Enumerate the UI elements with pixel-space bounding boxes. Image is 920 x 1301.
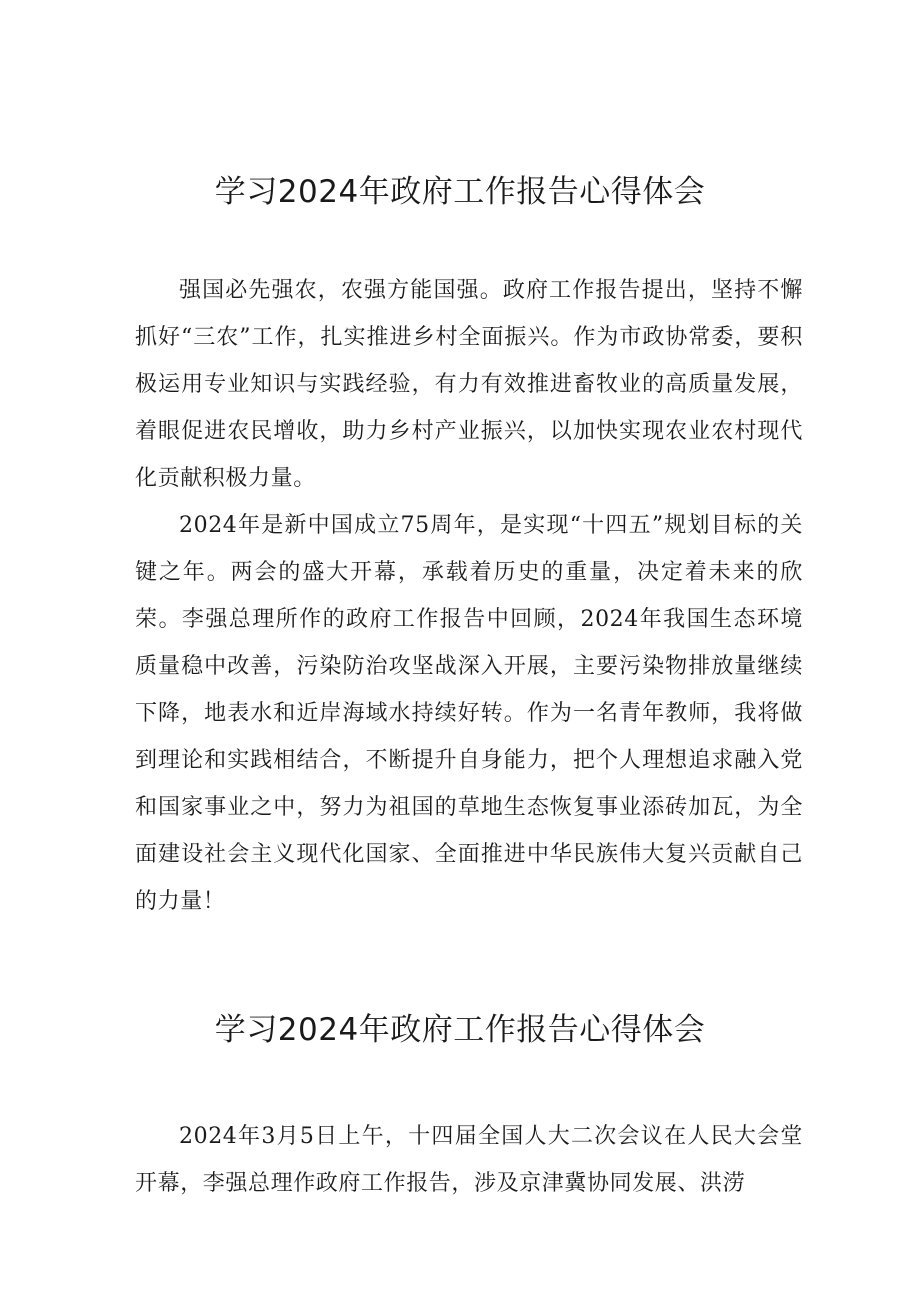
section-2-title: 学习2024年政府工作报告心得体会 xyxy=(214,1012,706,1048)
section-1-paragraph-2: 2024年是新中国成立75周年，是实现“十四五”规划目标的关键之年。两会的盛大开幕，承载着历史的重量，决定着未来的欣荣。李强总理所作的政府工作报告中回顾，2024年我国生态环境质量稳中改善，污染防治攻坚战深入开展，主要污染物排放量继续下降，地表水和近岸海域水持续好转。作为一名青年教师，我将做到理论和实践相结合，不断提升自身能力，把个人理想追求融入党和国家事业之中，努力为祖国的草地生态恢复事业添砖加瓦，为全面建设社会主义现代化国家、全面推进中华民族伟大复兴贡献自己的力量！ xyxy=(135,513,803,914)
section-2-paragraph-1: 2024年3月5日上午，十四届全国人大二次会议在人民大会堂开幕，李强总理作政府工作报告，涉及京津冀协同发展、洪涝 xyxy=(135,1124,803,1196)
section-1-title: 学习2024年政府工作报告心得体会 xyxy=(214,174,706,210)
section-1-paragraph-1: 强国必先强农，农强方能国强。政府工作报告提出，坚持不懈抓好“三农”工作，扎实推进乡村全面振兴。作为市政协常委，要积极运用专业知识与实践经验，有力有效推进畜牧业的高质量发展，着眼促进农民增收，助力乡村产业振兴，以加快实现农业农村现代化贡献积极力量。 xyxy=(135,278,803,491)
